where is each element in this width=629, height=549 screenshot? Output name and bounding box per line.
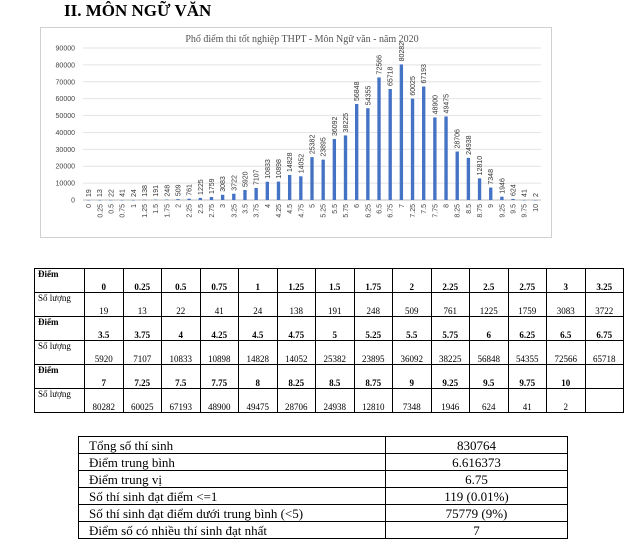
bar [478,178,481,200]
data-label: 25382 [309,134,317,155]
bar [187,199,190,200]
data-label: 23895 [320,137,328,157]
count-cell: 41 [200,293,239,317]
count-cell: 80282 [85,389,124,413]
score-row [35,317,624,341]
y-tick-label: 10000 [55,180,75,188]
x-tick-label: 2.75 [208,204,216,218]
score-cell: 1 [239,269,278,293]
x-tick-label: 6 [354,204,362,208]
data-label: 54355 [365,85,373,106]
score-cell: 0.75 [200,269,239,293]
score-cell: 6.5 [547,317,586,341]
stats-value: 119 (0.01%) [386,488,568,505]
count-cell: 65718 [585,341,624,365]
score-row [35,269,624,293]
score-cell: 7.5 [162,365,201,389]
bar [422,87,425,200]
score-row-label: Điểm [35,269,85,293]
score-distribution-chart [41,28,551,237]
count-cell: 60025 [123,389,162,413]
x-tick-label: 8.75 [477,204,485,218]
bar [333,139,336,200]
x-tick-label: 1.75 [164,204,172,218]
x-tick-label: 6.75 [387,204,395,218]
score-cell: 4 [162,317,201,341]
x-tick-label: 2.5 [197,204,205,214]
score-cell: 5.5 [393,317,432,341]
stats-label: Điểm trung bình [79,454,386,471]
data-label: 65718 [387,66,395,87]
data-label: 48900 [432,94,440,115]
x-tick-label: 0.5 [108,204,116,214]
stats-row [79,437,568,454]
bar [444,116,447,200]
bar [243,190,246,200]
score-cell: 7.25 [123,365,162,389]
score-cell: 4.5 [239,317,278,341]
y-tick-label: 90000 [55,45,75,53]
count-cell: 49475 [239,389,278,413]
count-cell [585,389,624,413]
score-cell [585,365,624,389]
bar [266,182,269,200]
y-tick-label: 70000 [55,79,75,87]
count-cell: 1759 [508,293,547,317]
summary-stats-table [78,436,568,539]
data-label: 72566 [376,54,384,75]
bar [254,188,257,200]
data-label: 80282 [398,41,406,62]
data-label: 1759 [208,178,216,195]
bar [221,195,224,200]
x-tick-label: 5.25 [320,204,328,218]
x-tick-label: 7.5 [421,204,429,214]
bar [232,194,235,200]
data-label: 3083 [220,176,228,192]
stats-label: Số thí sinh đạt điểm dưới trung bình (<5) [79,505,386,522]
score-row-label: Điểm [35,365,85,389]
bar [355,104,358,200]
x-tick-label: 3 [220,204,228,208]
x-tick-label: 3.25 [231,204,239,218]
data-label: 22 [108,189,116,197]
count-cell: 38225 [431,341,470,365]
x-tick-label: 6.5 [376,204,384,214]
x-tick-label: 1.25 [141,204,149,218]
count-row [35,341,624,365]
count-cell: 36092 [393,341,432,365]
y-tick-label: 0 [71,197,75,205]
data-label: 138 [141,185,149,197]
bar [288,175,291,200]
bar [277,182,280,200]
data-label: 28706 [454,129,462,149]
x-tick-label: 7 [398,204,406,208]
score-cell: 5.75 [431,317,470,341]
score-cell: 7 [85,365,124,389]
bar [176,199,179,200]
data-label: 60025 [410,76,418,96]
score-row-label: Điểm [35,317,85,341]
score-row [35,365,624,389]
count-cell: 19 [85,293,124,317]
x-tick-label: 6.25 [365,204,373,218]
score-cell: 1.5 [316,269,355,293]
count-cell: 54355 [508,341,547,365]
x-tick-label: 4.5 [287,204,295,214]
x-tick-label: 5.75 [343,204,351,218]
bar [299,176,302,200]
count-cell: 1225 [470,293,509,317]
count-cell: 138 [277,293,316,317]
bar [377,77,380,200]
stats-value: 75779 (9%) [386,505,568,522]
x-tick-label: 8 [443,204,451,208]
data-label: 56848 [354,81,362,101]
data-label: 761 [186,184,194,196]
count-cell: 14052 [277,341,316,365]
data-label: 14052 [298,153,306,174]
score-cell: 1.75 [354,269,393,293]
data-label: 49475 [443,93,451,114]
score-cell: 2.75 [508,269,547,293]
bar [389,89,392,200]
count-row [35,389,624,413]
x-tick-label: 4.25 [275,204,283,218]
x-tick-label: 5.5 [331,204,339,214]
count-cell: 191 [316,293,355,317]
score-cell: 0.25 [123,269,162,293]
count-cell: 10898 [200,341,239,365]
stats-value: 7 [386,522,568,539]
data-label: 38225 [343,112,351,133]
stats-row [79,454,568,471]
score-cell: 6.75 [585,317,624,341]
score-cell: 3.5 [85,317,124,341]
count-cell: 13 [123,293,162,317]
count-cell: 248 [354,293,393,317]
data-label: 191 [153,184,161,197]
count-cell: 7107 [123,341,162,365]
count-cell: 3722 [585,293,624,317]
bar [500,197,503,200]
x-tick-label: 1.5 [153,204,161,214]
count-row-label: Số lượng [35,389,85,413]
score-cell: 3.75 [123,317,162,341]
x-tick-label: 0 [86,204,94,208]
score-cell: 9.5 [470,365,509,389]
x-tick-label: 3.5 [242,204,250,214]
score-cell: 8.5 [316,365,355,389]
count-cell: 624 [470,389,509,413]
x-tick-label: 9.25 [499,204,507,218]
y-tick-label: 30000 [55,146,75,154]
count-cell: 2 [547,389,586,413]
bar [456,152,459,200]
y-tick-label: 60000 [55,96,75,104]
score-cell: 8.75 [354,365,393,389]
count-cell: 28706 [277,389,316,413]
data-label: 67193 [421,64,429,84]
stats-row [79,505,568,522]
bar [344,135,347,200]
stats-row [79,488,568,505]
score-cell: 9 [393,365,432,389]
chart-title: Phổ điểm thi tốt nghiệp THPT - Môn Ngữ văn - năm 2020 [185,34,419,45]
y-tick-label: 80000 [55,62,75,70]
bar [411,99,414,200]
count-cell: 24 [239,293,278,317]
count-cell: 509 [393,293,432,317]
y-tick-label: 40000 [55,129,75,137]
data-label: 1225 [197,179,205,195]
data-label: 7348 [488,169,496,185]
stats-label: Điểm trung vị [79,471,386,488]
data-label: 12810 [477,155,485,176]
data-label: 14828 [287,152,295,172]
count-row-label: Số lượng [35,293,85,317]
x-tick-label: 2.25 [186,204,194,218]
x-tick-label: 9 [488,204,496,208]
bar [467,158,470,200]
count-cell: 3083 [547,293,586,317]
data-label: 13 [97,189,105,197]
data-label: 36092 [331,116,339,137]
score-count-table [34,268,624,413]
y-tick-label: 20000 [55,163,75,171]
stats-value: 830764 [386,437,568,454]
score-cell: 4.75 [277,317,316,341]
score-cell: 3.25 [585,269,624,293]
data-label: 10898 [275,159,283,179]
count-cell: 41 [508,389,547,413]
score-cell: 2.25 [431,269,470,293]
bar [400,64,403,200]
x-tick-label: 8.25 [454,204,462,218]
data-label: 24938 [465,135,473,155]
stats-label: Điểm số có nhiều thí sinh đạt nhất [79,522,386,539]
score-cell: 8.25 [277,365,316,389]
score-cell: 0.5 [162,269,201,293]
count-cell: 48900 [200,389,239,413]
x-tick-label: 7.25 [410,204,418,218]
bar [199,198,202,200]
data-label: 24 [130,189,138,197]
data-label: 509 [175,184,183,197]
stats-row [79,522,568,539]
x-tick-label: 5 [309,204,317,208]
score-cell: 2 [393,269,432,293]
score-cell: 6.25 [508,317,547,341]
count-cell: 67193 [162,389,201,413]
count-cell: 56848 [470,341,509,365]
x-tick-label: 4 [264,204,272,208]
count-cell: 22 [162,293,201,317]
x-tick-label: 0.75 [119,204,127,218]
score-cell: 6 [470,317,509,341]
data-label: 19 [86,189,94,197]
bar [366,108,369,200]
stats-value: 6.75 [386,471,568,488]
data-label: 248 [164,184,172,197]
data-label: 41 [521,189,529,197]
x-tick-label: 3.75 [253,204,261,218]
count-cell: 25382 [316,341,355,365]
stats-label: Tổng số thí sinh [79,437,386,454]
bar [511,199,514,200]
score-cell: 5 [316,317,355,341]
bar [321,160,324,200]
data-label: 1946 [499,178,507,194]
score-cell: 8 [239,365,278,389]
count-cell: 24938 [316,389,355,413]
score-cell: 7.75 [200,365,239,389]
score-cell: 3 [547,269,586,293]
score-cell: 10 [547,365,586,389]
score-cell: 1.25 [277,269,316,293]
x-tick-label: 1 [130,204,138,208]
data-label: 3722 [231,175,239,191]
data-label: 5920 [242,171,250,188]
bar [210,197,213,200]
x-tick-label: 8.5 [465,204,473,214]
data-label: 624 [510,184,518,196]
data-label: 2 [532,193,540,197]
data-label: 7107 [253,169,261,185]
data-label: 10833 [264,159,272,179]
count-cell: 761 [431,293,470,317]
count-cell: 5920 [85,341,124,365]
stats-label: Số thí sinh đạt điểm <=1 [79,488,386,505]
y-tick-label: 50000 [55,113,75,121]
count-cell: 1946 [431,389,470,413]
x-tick-label: 0.25 [97,204,105,218]
bar [433,117,436,200]
score-cell: 2.5 [470,269,509,293]
score-cell: 9.25 [431,365,470,389]
bar [489,188,492,200]
stats-row [79,471,568,488]
x-tick-label: 7.75 [432,204,440,218]
count-row [35,293,624,317]
count-cell: 12810 [354,389,393,413]
x-tick-label: 4.75 [298,204,306,218]
stats-value: 6.616373 [386,454,568,471]
x-tick-label: 10 [532,204,540,212]
x-tick-label: 9.75 [521,204,529,218]
score-cell: 5.25 [354,317,393,341]
count-row-label: Số lượng [35,341,85,365]
data-label: 41 [119,189,127,197]
x-tick-label: 2 [175,204,183,208]
bar [310,157,313,200]
score-cell: 0 [85,269,124,293]
score-cell: 4.25 [200,317,239,341]
section-title: II. MÔN NGỮ VĂN [64,1,212,20]
chart-frame [40,27,552,238]
count-cell: 72566 [547,341,586,365]
count-cell: 23895 [354,341,393,365]
score-cell: 9.75 [508,365,547,389]
count-cell: 7348 [393,389,432,413]
count-cell: 10833 [162,341,201,365]
x-tick-label: 9.5 [510,204,518,214]
count-cell: 14828 [239,341,278,365]
